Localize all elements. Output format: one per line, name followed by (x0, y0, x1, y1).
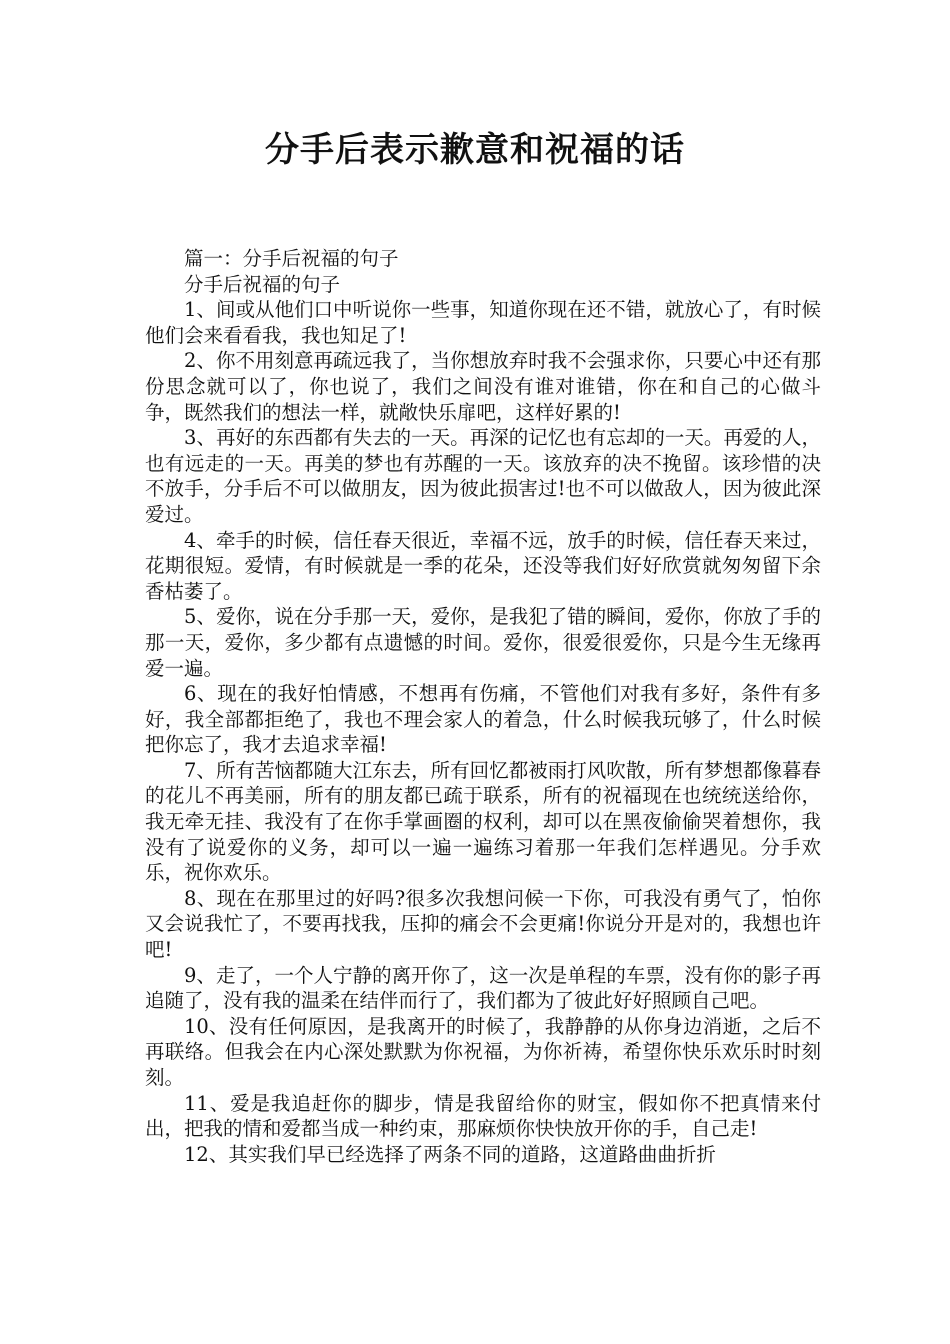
paragraph-7: 7、所有苦恼都随大江东去，所有回忆都被雨打风吹散，所有梦想都像暮春的花儿不再美丽，所有的朋友都已疏于联系，所有的祝福现在也统统送给你，我无牵无挂、我没有了在你手掌画圈的权利，却可以在黑夜偷偷哭着想你，我没有了说爱你的义务，却可以一遍一遍练习着那一年我们怎样遇见。分手欢乐，祝你欢乐。 (145, 758, 821, 885)
paragraph-4: 4、牵手的时候，信任春天很近，幸福不远，放手的时候，信任春天来过，花期很短。爱情，有时候就是一季的花朵，还没等我们好好欣赏就匆匆留下余香枯萎了。 (145, 528, 821, 603)
paragraph-6: 6、现在的我好怕情感，不想再有伤痛，不管他们对我有多好，条件有多好，我全部都拒绝了，我也不理会家人的着急，什么时候我玩够了，什么时候把你忘了，我才去追求幸福! (145, 682, 821, 757)
document-title: 分手后表示歉意和祝福的话 (265, 130, 685, 170)
paragraph-11: 11、爱是我追赶你的脚步，情是我留给你的财宝，假如你不把真情来付出，把我的情和爱都当成一种约束，那麻烦你快快放开你的手，自己走! (145, 1091, 821, 1141)
paragraph-1: 1、间或从他们口中听说你一些事，知道你现在还不错，就放心了，有时候他们会来看看我，我也知足了! (145, 298, 821, 347)
paragraph-8: 8、现在在那里过的好吗?很多次我想问候一下你，可我没有勇气了，怕你又会说我忙了，不要再找我，压抑的痛会不会更痛!你说分开是对的，我想也许吧! (145, 886, 821, 962)
paragraph-5: 5、爱你，说在分手那一天，爱你，是我犯了错的瞬间，爱你，你放了手的那一天，爱你，多少都有点遗憾的时间。爱你，很爱很爱你，只是今生无缘再爱一遍。 (145, 605, 821, 680)
section-heading: 篇一：分手后祝福的句子 (184, 247, 399, 270)
paragraph-9: 9、走了，一个人宁静的离开你了，这一次是单程的车票，没有你的影子再追随了，没有我的温柔在结伴而行了，我们都为了彼此好好照顾自己吧。 (145, 963, 821, 1013)
subheading: 分手后祝福的句子 (184, 272, 341, 296)
paragraph-10: 10、没有任何原因，是我离开的时候了，我静静的从你身边消逝，之后不再联络。但我会在内心深处默默为你祝福，为你祈祷，希望你快乐欢乐时时刻刻。 (145, 1014, 821, 1089)
document-body (145, 246, 821, 1167)
paragraph-12: 12、其实我们早已经选择了两条不同的道路，这道路曲曲折折 (184, 1142, 716, 1166)
paragraph-2: 2、你不用刻意再疏远我了，当你想放弃时我不会强求你，只要心中还有那份思念就可以了，你也说了，我们之间没有谁对谁错，你在和自己的心做斗争，既然我们的想法一样，就敞快乐扉吧，这样好累的! (145, 349, 821, 424)
paragraph-3: 3、再好的东西都有失去的一天。再深的记忆也有忘却的一天。再爱的人，也有远走的一天。再美的梦也有苏醒的一天。该放弃的决不挽留。该珍惜的决不放手，分手后不可以做朋友，因为彼此损害过!也不可以做敌人，因为彼此深爱过。 (145, 426, 821, 526)
